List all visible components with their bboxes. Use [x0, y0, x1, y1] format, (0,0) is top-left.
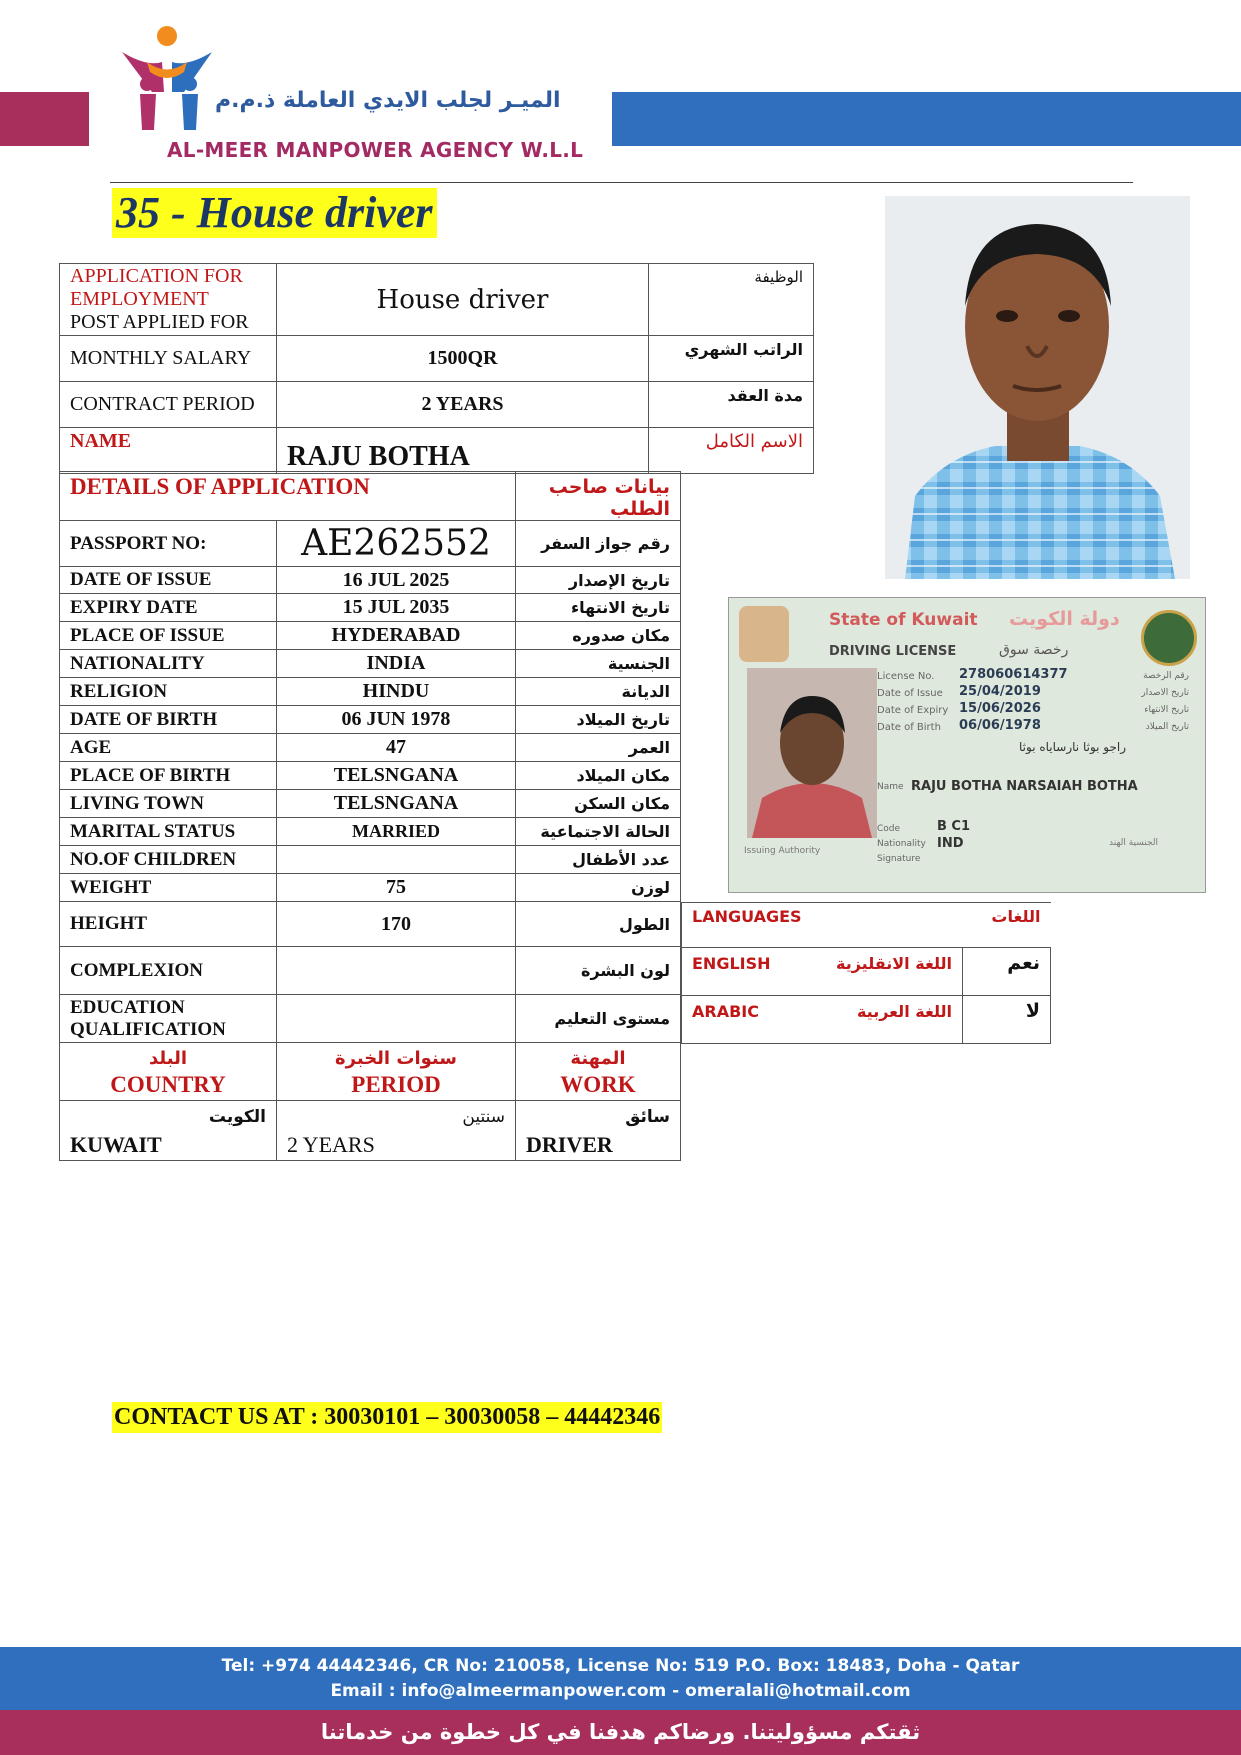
experience-work-ar: سائق: [625, 1106, 670, 1127]
license-state-ar: دولة الكويت: [1009, 608, 1120, 630]
expiry-label-ar: تاريخ الانتهاء: [1144, 705, 1189, 715]
detail-value: TELSNGANA: [277, 762, 516, 790]
language-answer: نعم: [963, 948, 1051, 996]
detail-label-ar: الديانة: [516, 678, 681, 706]
post-label-cell: [60, 264, 277, 336]
period-header-en: PERIOD: [351, 1071, 441, 1097]
agency-logo-icon: [112, 22, 232, 132]
detail-label-ar: الحالة الاجتماعية: [516, 818, 681, 846]
detail-value: INDIA: [277, 650, 516, 678]
detail-label: NO.OF CHILDREN: [60, 846, 277, 874]
detail-value: 16 JUL 2025: [277, 567, 516, 594]
salary-label: MONTHLY SALARY: [60, 336, 277, 382]
nationality-label: Nationality: [877, 839, 926, 849]
detail-label: RELIGION: [60, 678, 277, 706]
contact-info: CONTACT US AT : 30030101 – 30030058 – 44442346: [112, 1402, 662, 1433]
work-header: [516, 1043, 681, 1101]
detail-label-ar: مستوى التعليم: [516, 995, 681, 1043]
detail-label-ar: مكان السكن: [516, 790, 681, 818]
detail-value: 75: [277, 874, 516, 902]
details-heading: DETAILS OF APPLICATION: [60, 472, 516, 521]
languages-header: [682, 903, 1051, 948]
detail-label-ar: مكان الميلاد: [516, 762, 681, 790]
detail-value: [277, 995, 516, 1043]
license-bottom-labels: [877, 822, 926, 867]
license-nationality: IND: [937, 836, 964, 851]
license-no-label-ar: رقم الرخصة: [1143, 671, 1189, 681]
salary-value: 1500QR: [277, 336, 649, 382]
detail-label: LIVING TOWN: [60, 790, 277, 818]
work-header-ar: المهنة: [570, 1047, 626, 1069]
name-label: NAME: [60, 428, 277, 474]
detail-value: [277, 947, 516, 995]
detail-label: HEIGHT: [60, 902, 277, 947]
application-label: APPLICATION FOR EMPLOYMENT: [70, 265, 243, 310]
salary-label-ar: الراتب الشهري: [649, 336, 814, 382]
footer-tagline: ثقتكم مسؤوليتنا. ورضاكم هدفنا في كل خطوة من خدماتنا: [0, 1710, 1241, 1755]
name-label-ar: الاسم الكامل: [649, 428, 814, 474]
detail-value: HYDERABAD: [277, 622, 516, 650]
license-photo: [747, 668, 877, 838]
experience-work-en: DRIVER: [526, 1131, 613, 1157]
detail-value: 06 JUN 1978: [277, 706, 516, 734]
expiry-label: Date of Expiry: [877, 705, 949, 716]
details-heading-ar: بيانات صاحب الطلب: [516, 472, 681, 521]
detail-value: 170: [277, 902, 516, 947]
contract-label-ar: مدة العقد: [649, 382, 814, 428]
detail-label: PLACE OF ISSUE: [60, 622, 277, 650]
detail-label-ar: تاريخ الإصدار: [516, 567, 681, 594]
footer-line2: Email : info@almeermanpower.com - omeralali@hotmail.com: [330, 1681, 911, 1701]
job-title: 35 - House driver: [112, 188, 437, 238]
detail-label-ar: لوزن: [516, 874, 681, 902]
license-bottom-values: [937, 818, 970, 852]
country-header: [60, 1043, 277, 1101]
gcc-emblem-icon: [1141, 610, 1197, 666]
language-name: ARABIC: [692, 1002, 759, 1021]
detail-value: 15 JUL 2035: [277, 594, 516, 622]
applicant-photo: [885, 196, 1190, 579]
issuing-authority: Issuing Authority: [744, 846, 821, 856]
footer-line1: Tel: +974 44442346, CR No: 210058, License No: 519 P.O. Box: 18483, Doha - Qatar: [221, 1656, 1020, 1676]
detail-label: WEIGHT: [60, 874, 277, 902]
experience-country-ar: الكويت: [208, 1106, 266, 1127]
post-label-ar: الوظيفة: [649, 264, 814, 336]
post-label: POST APPLIED FOR: [70, 311, 249, 333]
birth-label-ar: تاريخ الميلاد: [1145, 722, 1189, 732]
license-no-label: License No.: [877, 671, 935, 682]
detail-label: DATE OF BIRTH: [60, 706, 277, 734]
header-bar-right: [612, 92, 1241, 146]
detail-label-ar: تاريخ الميلاد: [516, 706, 681, 734]
detail-label: COMPLEXION: [60, 947, 277, 995]
language-row: [682, 996, 963, 1044]
detail-value: MARRIED: [277, 818, 516, 846]
birth-label: Date of Birth: [877, 722, 941, 733]
license-labels: [877, 668, 948, 736]
detail-label-ar: عدد الأطفال: [516, 846, 681, 874]
language-name: ENGLISH: [692, 954, 771, 973]
license-values: [959, 666, 1068, 734]
detail-label: NATIONALITY: [60, 650, 277, 678]
license-title-ar: رخصة سوق: [999, 642, 1069, 658]
footer-contact-bar: [0, 1647, 1241, 1710]
header-bar-left: [0, 92, 89, 146]
detail-label: PLACE OF BIRTH: [60, 762, 277, 790]
driving-license-image: [728, 597, 1206, 893]
experience-work: [516, 1101, 681, 1161]
divider: [110, 182, 1133, 183]
period-header: [277, 1043, 516, 1101]
detail-label: EDUCATION QUALIFICATION: [60, 995, 277, 1043]
issue-label-ar: تاريخ الاصدار: [1141, 688, 1189, 698]
work-header-en: WORK: [560, 1071, 636, 1097]
language-row: [682, 948, 963, 996]
contract-label: CONTRACT PERIOD: [60, 382, 277, 428]
license-code: B C1: [937, 819, 971, 834]
name-value: RAJU BOTHA: [277, 428, 649, 474]
brand-name-english: AL-MEER MANPOWER AGENCY W.L.L: [167, 138, 584, 162]
license-labels-ar: [1109, 668, 1189, 736]
license-state-en: State of Kuwait: [829, 610, 978, 630]
license-name-ar: راجو بوثا نارساياه بوثا: [1019, 740, 1127, 754]
license-name: RAJU BOTHA NARSAIAH BOTHA: [911, 779, 1138, 794]
expiry-date: 15/06/2026: [959, 701, 1041, 716]
experience-country-en: KUWAIT: [70, 1131, 162, 1157]
detail-label-ar: تاريخ الانتهاء: [516, 594, 681, 622]
code-label: Code: [877, 824, 901, 834]
detail-value: [277, 846, 516, 874]
country-header-ar: البلد: [148, 1047, 188, 1069]
issue-date: 25/04/2019: [959, 684, 1041, 699]
passport-number: AE262552: [277, 521, 516, 567]
application-table: [59, 263, 814, 474]
license-no: 278060614377: [959, 667, 1068, 682]
detail-label: PASSPORT NO:: [60, 521, 277, 567]
detail-value: HINDU: [277, 678, 516, 706]
country-header-en: COUNTRY: [110, 1071, 226, 1097]
experience-period-ar: سنتين: [462, 1106, 505, 1127]
experience-period-en: 2 YEARS: [287, 1131, 375, 1157]
detail-label: AGE: [60, 734, 277, 762]
language-answer: لا: [963, 996, 1051, 1044]
experience-period: [277, 1101, 516, 1161]
detail-value: 47: [277, 734, 516, 762]
detail-label-ar: الجنسية: [516, 650, 681, 678]
period-header-ar: سنوات الخبرة: [335, 1047, 457, 1069]
detail-label-ar: رقم جواز السفر: [516, 521, 681, 567]
languages-table: [681, 902, 1051, 1044]
detail-label: MARITAL STATUS: [60, 818, 277, 846]
detail-label-ar: الطول: [516, 902, 681, 947]
license-name-label: Name: [877, 782, 904, 792]
brand-name-arabic: الميـر لجلب الايدي العاملة ذ.م.م: [215, 88, 561, 113]
birth-date: 06/06/1978: [959, 718, 1041, 733]
languages-label-ar: اللغات: [991, 907, 1041, 926]
detail-value: TELSNGANA: [277, 790, 516, 818]
languages-label: LANGUAGES: [692, 907, 802, 926]
license-title-en: DRIVING LICENSE: [829, 644, 957, 659]
kuwait-emblem-icon: [739, 606, 789, 662]
signature-label: Signature: [877, 854, 921, 864]
detail-label-ar: العمر: [516, 734, 681, 762]
experience-country: [60, 1101, 277, 1161]
post-value: House driver: [277, 264, 649, 336]
detail-label: EXPIRY DATE: [60, 594, 277, 622]
issue-label: Date of Issue: [877, 688, 943, 699]
language-name-ar: اللغة العربية: [856, 1002, 952, 1021]
detail-label-ar: مكان صدوره: [516, 622, 681, 650]
language-name-ar: اللغة الانقليزية: [836, 954, 952, 973]
detail-label: DATE OF ISSUE: [60, 567, 277, 594]
contract-value: 2 YEARS: [277, 382, 649, 428]
details-table: [59, 471, 681, 1161]
detail-label-ar: لون البشرة: [516, 947, 681, 995]
license-nationality-ar: الجنسية الهند: [1109, 838, 1159, 848]
